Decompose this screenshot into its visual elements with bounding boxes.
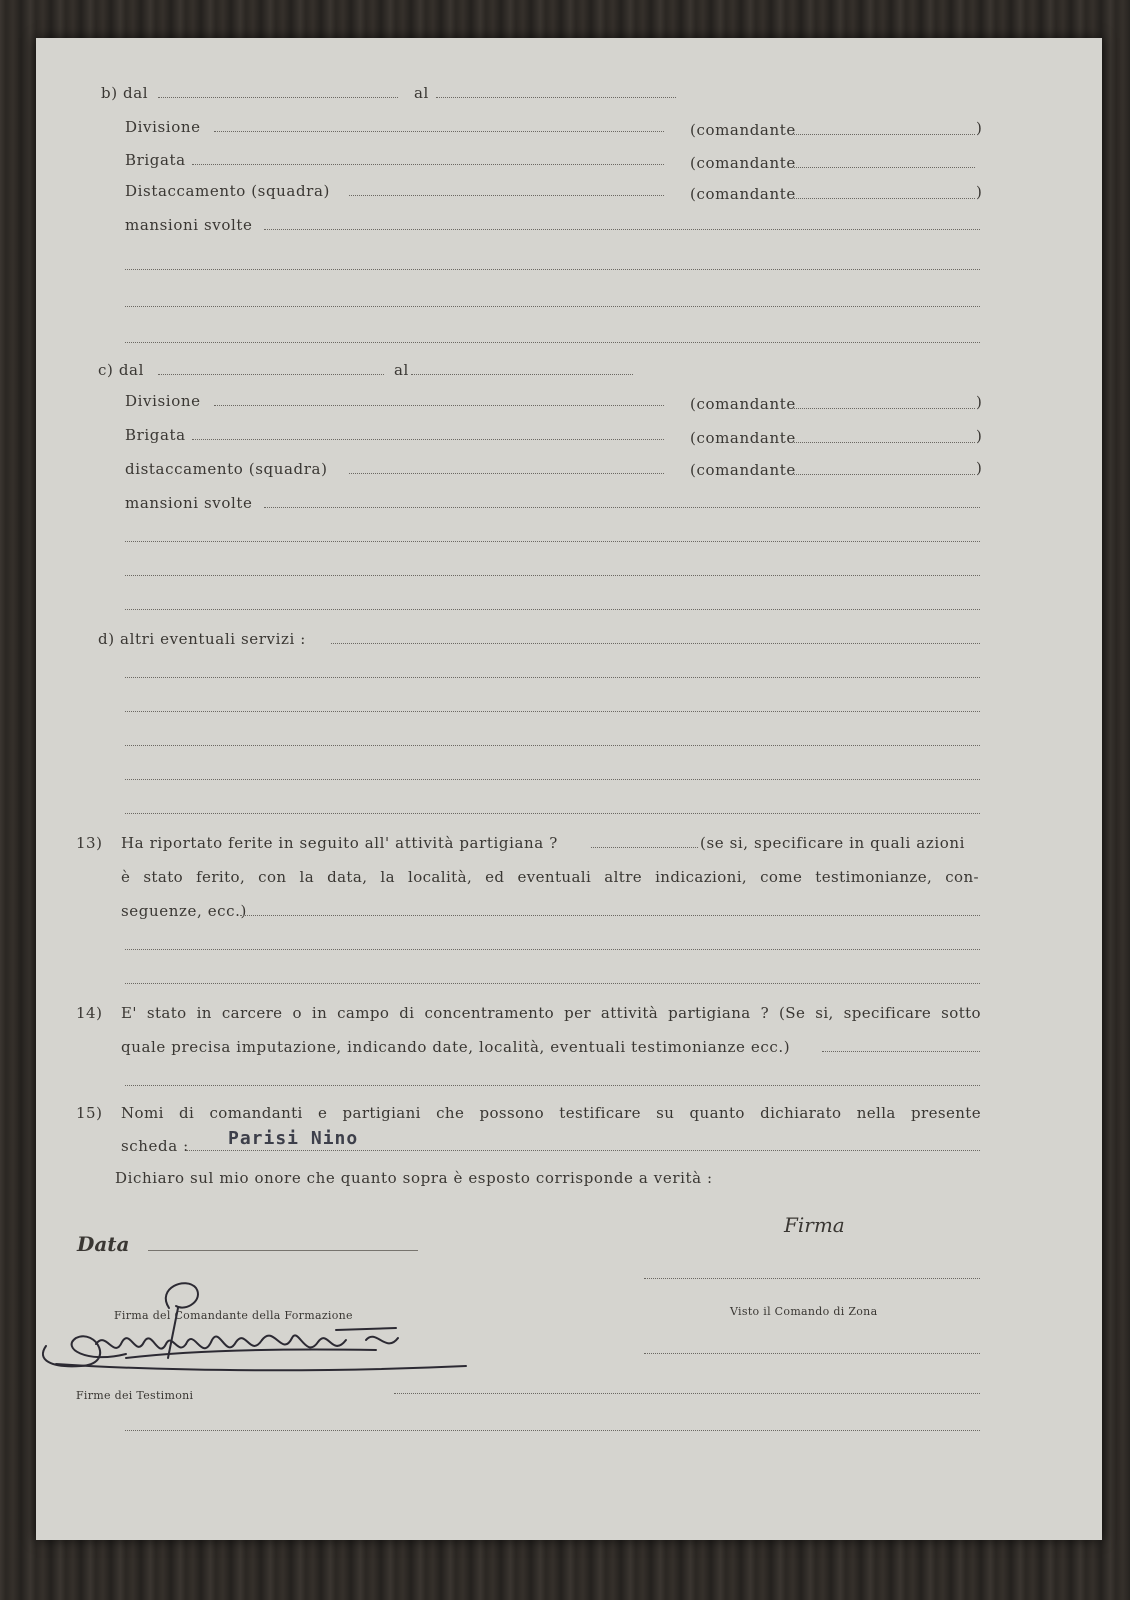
section-b-mansioni: mansioni svolte — [125, 216, 253, 234]
section-c-comandante-1: (comandante — [690, 395, 796, 413]
section-b-comandante-2: (comandante — [690, 154, 796, 172]
q13-text-2: è stato ferito, con la data, la località, ed eventuali altre indicazioni, come testimonianze, con- — [121, 868, 979, 886]
section-c-comandante-3: (comandante — [690, 461, 796, 479]
section-c-brigata: Brigata — [125, 426, 186, 444]
q13-text-1b: (se si, specificare in quali azioni — [700, 834, 966, 852]
data-label: Data — [77, 1232, 130, 1256]
section-d-label: d) altri eventuali servizi : — [98, 630, 306, 648]
q13-number: 13) — [76, 834, 103, 852]
section-c-divisione: Divisione — [125, 392, 201, 410]
section-c-al: al — [394, 361, 409, 379]
section-b-divisione: Divisione — [125, 118, 201, 136]
section-c-distaccamento: distaccamento (squadra) — [125, 460, 328, 478]
witnesses-label: Firme dei Testimoni — [76, 1389, 194, 1402]
q15-text-1: Nomi di comandanti e partigiani che possono testificare su quanto dichiarato nella presente — [121, 1104, 981, 1122]
q14-number: 14) — [76, 1004, 103, 1022]
form-sheet: b) dal al Divisione (comandante ) Brigata (comandante Distaccamento (squadra) (comandante ) mansioni svolte c) dal al Divisione (comandante ) Brigata (comandante ) distaccamento (squadra) (comandante ) mansioni svolte d) altri eventuali servizi : 13) Ha riportato ferite in seguito all' attività partigiana ? (se si, specificare in quali azioni è stato ferito, con la data, la località, ed eventuali altre indicazioni, come testimonianze, con- seguenze, ecc.) 14) E' stato in carcere o in campo di concentramento per attività partigiana ? (Se si, specificare sotto quale precisa imputazione, indicando date, località, eventuali testimonianze ecc.) 15) Nomi di comandanti e partigiani che possono testificare su quanto dichiarato nella presente scheda : Parisi Nino Dichiaro sul mio onore che quanto sopra è esposto corrisponde a verità : Firma Data Firma del Comandante della Formazione Visto il Comando di Zona Firme dei Testimoni — [36, 38, 1102, 1540]
section-c-mansioni: mansioni svolte — [125, 494, 253, 512]
q14-text-2: quale precisa imputazione, indicando date, località, eventuali testimonianze ecc.) — [121, 1038, 791, 1056]
commander-signature-label: Firma del Comandante della Formazione — [114, 1309, 353, 1322]
q14-text-1: E' stato in carcere o in campo di concentramento per attività partigiana ? (Se si, specificare sotto — [121, 1004, 981, 1022]
q15-text-2: scheda : — [121, 1137, 189, 1155]
firma-label: Firma — [784, 1213, 845, 1237]
handwritten-signature — [36, 1268, 496, 1398]
section-c-dal: c) dal — [98, 361, 144, 379]
section-b-dal: b) dal — [101, 84, 149, 102]
section-b-comandante-1: (comandante — [690, 121, 796, 139]
section-c-comandante-2: (comandante — [690, 429, 796, 447]
declaration: Dichiaro sul mio onore che quanto sopra è esposto corrisponde a verità : — [115, 1169, 713, 1187]
q13-text-1: Ha riportato ferite in seguito all' attività partigiana ? — [121, 834, 558, 852]
section-b-brigata: Brigata — [125, 151, 186, 169]
section-b-comandante-3: (comandante — [690, 185, 796, 203]
section-b-distaccamento: Distaccamento (squadra) — [125, 182, 330, 200]
zone-command-label: Visto il Comando di Zona — [730, 1305, 878, 1318]
testimony-name-typed: Parisi Nino — [228, 1128, 359, 1149]
section-b-al: al — [414, 84, 429, 102]
q13-text-3: seguenze, ecc.) — [121, 902, 247, 920]
q15-number: 15) — [76, 1104, 103, 1122]
